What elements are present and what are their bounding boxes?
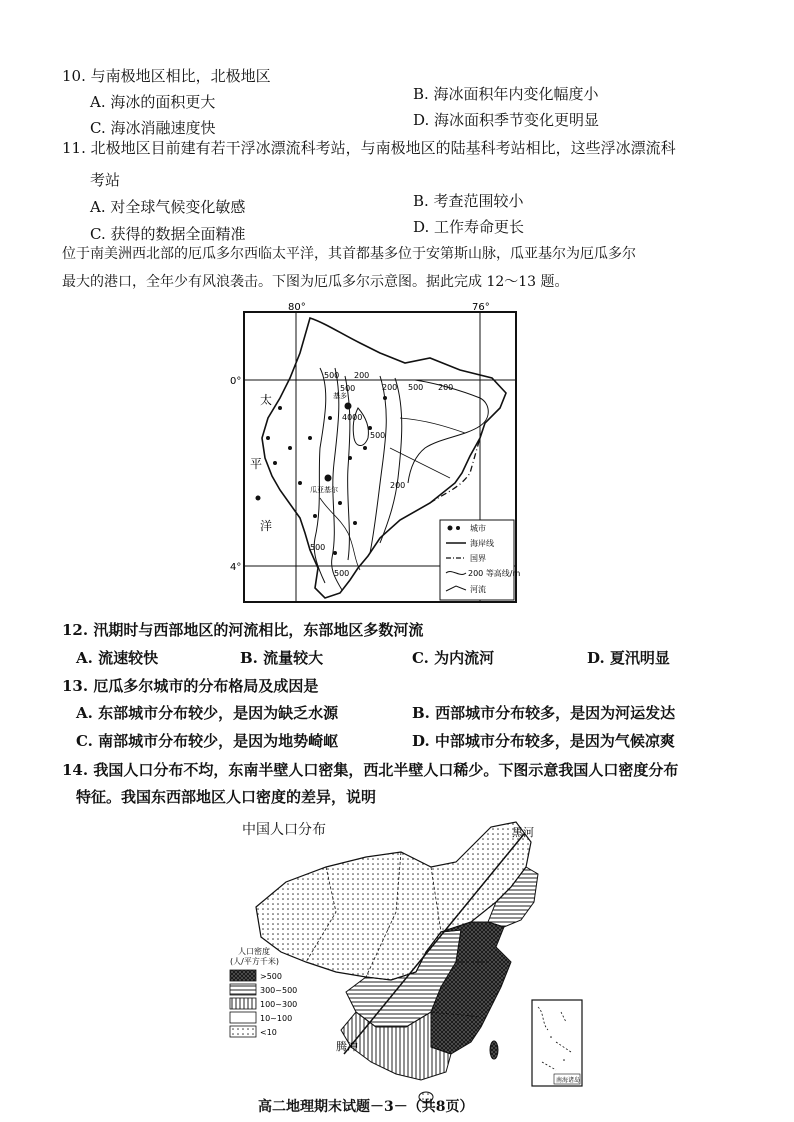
- tengchong-label: 腾冲: [336, 1040, 358, 1053]
- q13-option-c: C. 南部城市分布较少，是因为地势崎岖: [76, 732, 339, 750]
- q11-option-c: C. 获得的数据全面精准: [90, 225, 246, 243]
- contour-label: 500: [334, 569, 350, 578]
- lon-76-label: 76°: [472, 302, 490, 313]
- legend-city: 城市: [470, 524, 486, 533]
- page-footer: 高二地理期末试题－3－（共8页）: [258, 1099, 474, 1115]
- contour-label: 500: [408, 383, 424, 392]
- q14-stem: 14. 我国人口分布不均，东南半壁人口密集，西北半壁人口稀少。下图示意我国人口密度分布: [62, 761, 679, 779]
- q11-option-b: B. 考查范围较小: [413, 192, 524, 210]
- legend-contour: 200 等高线/m: [468, 569, 521, 578]
- legend-item-4: 10~100: [260, 1014, 293, 1023]
- ocean-label-1: 太: [260, 393, 273, 407]
- q10-option-a: A. 海冰的面积更大: [90, 93, 216, 111]
- contour-label: 500: [340, 384, 356, 393]
- intro-line-1: 位于南美洲西北部的厄瓜多尔西临太平洋，其首都基多位于安第斯山脉，瓜亚基尔为厄瓜多尔: [62, 246, 636, 262]
- lat-0-label: 0°: [230, 376, 242, 387]
- q13-option-d: D. 中部城市分布较多，是因为气候凉爽: [412, 732, 675, 750]
- q11-option-a: A. 对全球气候变化敏感: [90, 198, 246, 216]
- contour-label: 500: [324, 371, 340, 380]
- q12-option-c: C. 为内流河: [412, 649, 495, 667]
- q12-option-d: D. 夏汛明显: [587, 649, 670, 667]
- legend-border: 国界: [470, 554, 486, 563]
- contour-label: 500: [370, 431, 386, 440]
- q10-option-b: B. 海冰面积年内变化幅度小: [413, 85, 599, 103]
- q13-option-b: B. 西部城市分布较多，是因为河运发达: [412, 704, 676, 722]
- q12-option-b: B. 流量较大: [240, 649, 324, 667]
- legend-title-1: 人口密度: [238, 947, 270, 956]
- map2-legend: [230, 946, 297, 1037]
- south-china-sea-inset: [532, 1000, 582, 1086]
- inset-label: 南海诸岛: [556, 1077, 581, 1084]
- contour-label: 200: [390, 481, 406, 490]
- q13-stem: 13. 厄瓜多尔城市的分布格局及成因是: [62, 677, 319, 695]
- contour-label: 200: [382, 383, 398, 392]
- contour-label: 200: [438, 383, 454, 392]
- legend-item-1: >500: [260, 972, 282, 981]
- taiwan-island: [490, 1041, 498, 1059]
- city-guayaquil-dot: [325, 475, 332, 482]
- contour-label: 500: [310, 543, 326, 552]
- map2-title: 中国人口分布: [242, 822, 326, 838]
- q10-stem: 10. 与南极地区相比，北极地区: [62, 67, 271, 85]
- intro-line-2: 最大的港口，全年少有风浪袭击。下图为厄瓜多尔示意图。据此完成 12～13 题。: [62, 274, 569, 290]
- legend-item-5: <10: [260, 1028, 277, 1037]
- legend-item-3: 100~300: [260, 1000, 298, 1009]
- china-population-map: [226, 812, 586, 1112]
- contour-label: 4000: [342, 413, 363, 422]
- legend-title-2: (人/平方千米): [230, 957, 279, 966]
- q13-option-a: A. 东部城市分布较少，是因为缺乏水源: [76, 704, 339, 722]
- city-quito-dot: [345, 403, 352, 410]
- city-guayaquil-label: 瓜亚基尔: [310, 486, 338, 494]
- q14-stem-cont: 特征。我国东西部地区人口密度的差异，说明: [76, 788, 377, 806]
- q11-stem-cont: 考站: [90, 171, 121, 189]
- legend-item-2: 300~500: [260, 986, 298, 995]
- lat-4-label: 4°: [230, 562, 242, 573]
- ocean-label-2: 平: [250, 457, 263, 471]
- ocean-label-3: 洋: [260, 519, 273, 533]
- q11-stem: 11. 北极地区目前建有若干浮冰漂流科考站，与南极地区的陆基科考站相比，这些浮冰漂流科: [62, 139, 676, 157]
- q10-option-d: D. 海冰面积季节变化更明显: [413, 111, 600, 129]
- q10-option-c: C. 海冰消融速度快: [90, 119, 216, 137]
- map1-legend: [440, 520, 521, 600]
- ecuador-map: [230, 298, 525, 610]
- city-quito-label: 基多: [333, 392, 347, 400]
- heihe-label: 黑河: [512, 826, 534, 839]
- lon-80-label: 80°: [288, 302, 306, 313]
- q12-option-a: A. 流速较快: [76, 649, 159, 667]
- legend-river: 河流: [470, 585, 486, 594]
- contour-label: 200: [354, 371, 370, 380]
- q12-stem: 12. 汛期时与西部地区的河流相比，东部地区多数河流: [62, 621, 424, 639]
- q11-option-d: D. 工作寿命更长: [413, 218, 525, 236]
- legend-coast: 海岸线: [470, 539, 494, 548]
